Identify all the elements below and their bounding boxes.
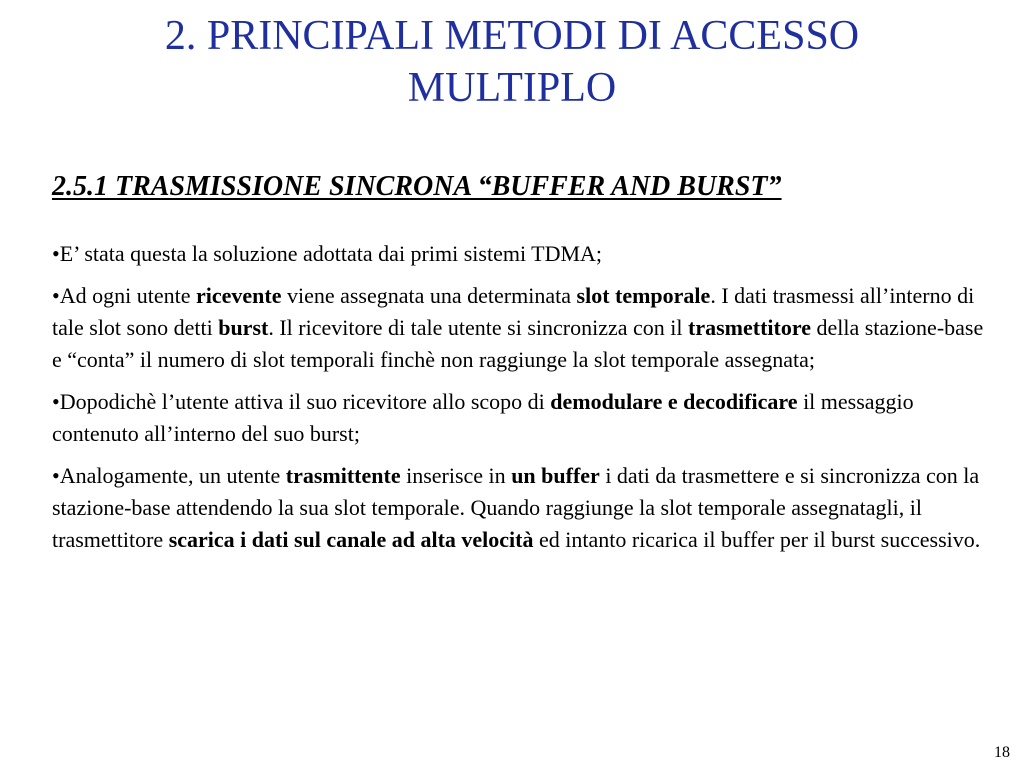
bullet-4-text-3: i dati da trasmettere e si sincronizza con la stazione-base attendendo la sua slot temporale. Quando raggiunge la slot temporale assegnatagli, il trasmettitore: [52, 463, 980, 552]
bullet-3-text-1: •Dopodichè l’utente attiva il suo ricevitore allo scopo di: [52, 389, 551, 414]
slide-title: [40, 10, 984, 114]
bullet-2-text-2: viene assegnata una determinata: [281, 283, 577, 308]
bullet-4-bold-3: scarica i dati sul canale ad alta velocità: [168, 527, 534, 552]
bullet-3-bold-1: demodulare e decodificare: [550, 389, 798, 414]
bullet-4-text-4: ed intanto ricarica il buffer per il burst successivo.: [533, 527, 981, 552]
bullet-item-4: [52, 460, 992, 556]
bullet-3-text-2: il messaggio contenuto all’interno del suo burst;: [52, 389, 914, 446]
bullet-2-bold-4: trasmettitore: [688, 315, 811, 340]
bullet-4-text-1: •Analogamente, un utente: [52, 463, 286, 488]
bullet-4-bold-1: trasmittente: [285, 463, 401, 488]
bullet-item-1: [52, 238, 992, 270]
bullet-1-text-1: •E’ stata questa la soluzione adottata dai primi sistemi TDMA;: [52, 241, 603, 266]
bullet-list: [52, 238, 992, 566]
slide-title-line-2: MULTIPLO: [407, 65, 617, 111]
section-subtitle: [52, 170, 982, 204]
bullet-2-bold-3: burst: [218, 315, 269, 340]
bullet-2-text-3: . I dati trasmessi all’interno di tale slot sono detti: [52, 283, 975, 340]
bullet-2-bold-1: ricevente: [195, 283, 282, 308]
bullet-2-text-5: della stazione-base e “conta” il numero di slot temporali finchè non raggiunge la slot temporale assegnata;: [52, 315, 984, 372]
bullet-item-2: [52, 280, 992, 376]
bullet-item-3: [52, 386, 992, 450]
bullet-2-text-1: •Ad ogni utente: [52, 283, 196, 308]
bullet-4-text-2: inserisce in: [400, 463, 512, 488]
bullet-4-bold-2: un buffer: [511, 463, 600, 488]
bullet-2-bold-2: slot temporale: [576, 283, 711, 308]
slide-title-line-1: 2. PRINCIPALI METODI DI ACCESSO: [164, 13, 860, 59]
section-subtitle-text: 2.5.1 TRASMISSIONE SINCRONA “BUFFER AND BURST”: [52, 171, 782, 202]
bullet-2-text-4: . Il ricevitore di tale utente si sincronizza con il: [268, 315, 689, 340]
page-number: 18: [994, 744, 1010, 761]
